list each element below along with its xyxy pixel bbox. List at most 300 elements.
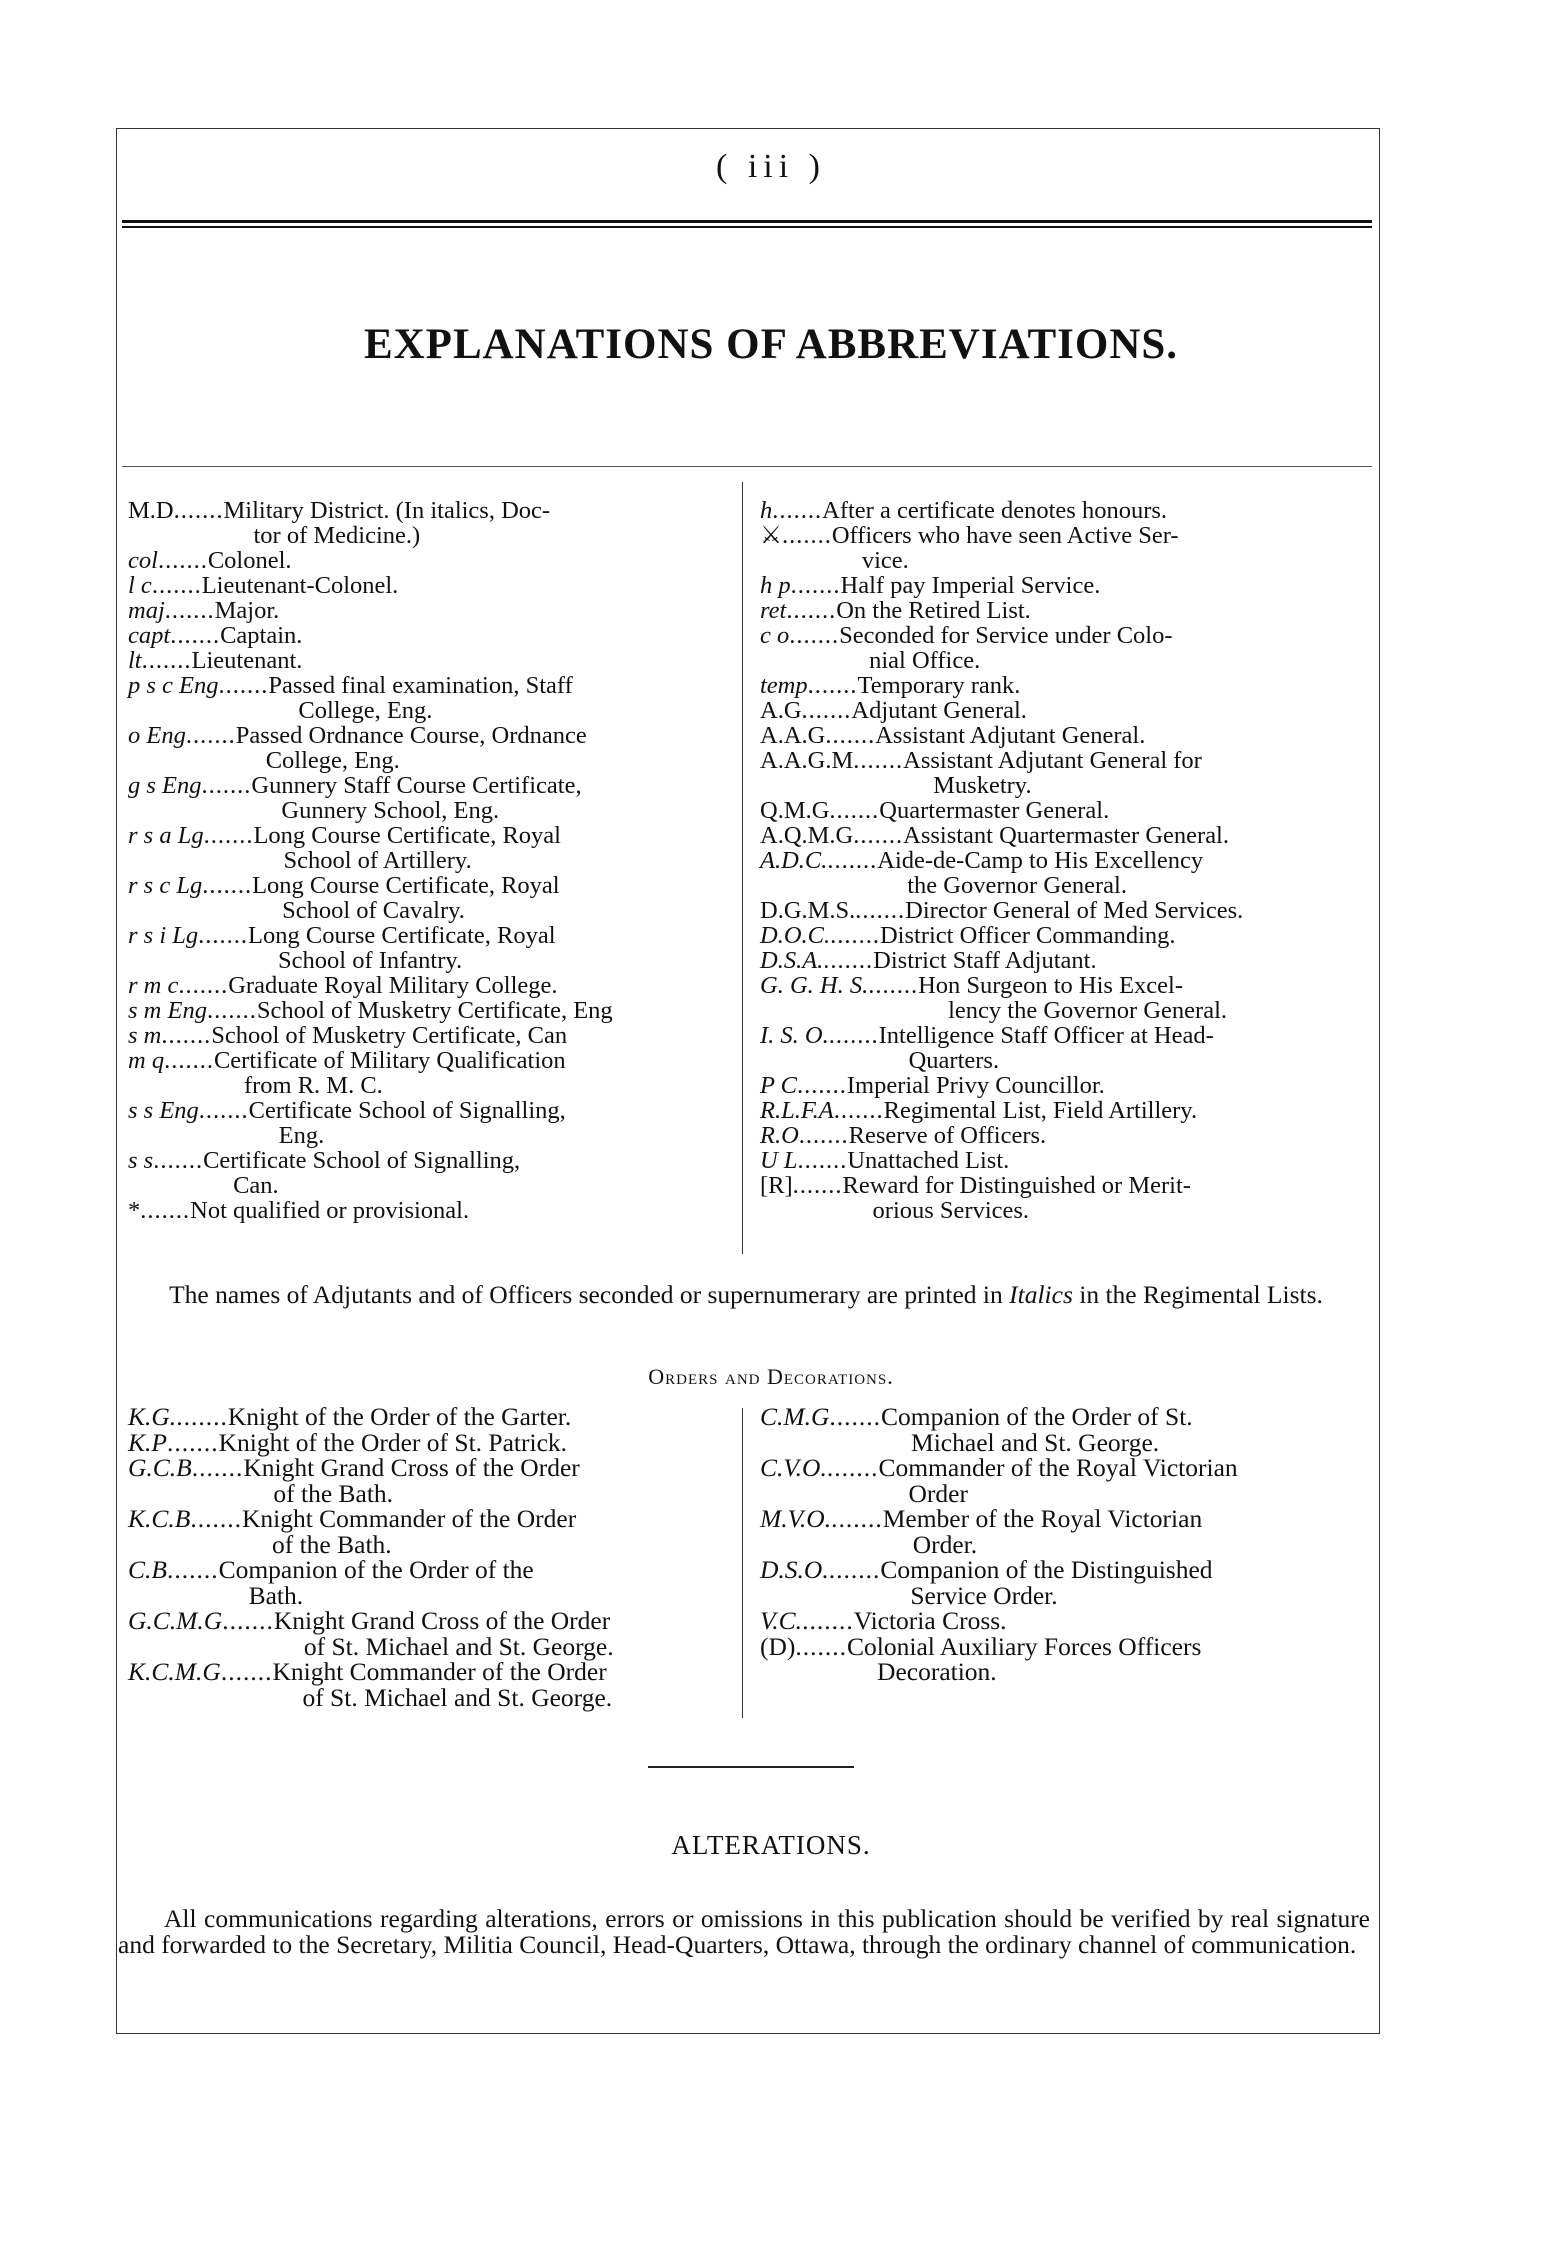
abbreviation-term: r s i Lg	[128, 922, 199, 949]
abbreviation-term: s s	[128, 1147, 154, 1174]
abbreviation-entry	[760, 523, 1372, 573]
abbreviation-term: K.P	[128, 1427, 167, 1457]
abbreviation-term: r s c Lg	[128, 872, 203, 899]
leader-dots: .......	[830, 922, 880, 949]
abbreviation-entry	[760, 673, 1372, 698]
abbreviation-definition	[884, 1098, 1372, 1123]
abbreviation-term: *	[128, 1197, 141, 1224]
abbreviation-term: D.G.M.S.	[760, 897, 856, 924]
leader-dots: .......	[828, 1555, 881, 1584]
abbreviation-entry	[760, 1173, 1372, 1223]
abbreviation-term: M.D	[128, 497, 174, 524]
abbreviation-definition	[903, 823, 1372, 848]
abbreviation-definition	[832, 523, 1372, 573]
orders-column-divider	[742, 1408, 743, 1718]
definition-text: Lieutenant.	[191, 647, 303, 674]
abbreviation-entry	[760, 1148, 1372, 1173]
leader-dots: .......	[198, 1097, 249, 1124]
definition-continuation: Eng.	[278, 1122, 325, 1149]
definition-text: Aide-de-Camp to His Excellency	[877, 847, 1204, 874]
abbreviation-entry	[760, 798, 1372, 823]
definition-continuation: Michael and St. George.	[911, 1427, 1160, 1457]
leader-dots: .......	[190, 1504, 242, 1533]
abbreviation-entry	[128, 623, 734, 648]
abbreviation-definition	[248, 923, 734, 973]
leader-dots: .......	[831, 1504, 883, 1533]
abbreviation-term: G.C.B	[128, 1453, 192, 1482]
abbreviation-definition	[847, 1631, 1372, 1686]
abbreviation-definition	[208, 548, 734, 573]
abbreviation-term: s m	[128, 1022, 162, 1049]
definition-text: Temporary rank.	[857, 672, 1021, 699]
abbreviation-entry	[760, 573, 1372, 598]
abbreviation-term: m q	[128, 1047, 165, 1074]
definition-text: Gunnery Staff Course Certificate,	[251, 772, 582, 799]
definition-continuation: the Governor General.	[907, 872, 1127, 899]
abbreviation-definition	[243, 1455, 734, 1506]
abbreviation-term: U L	[760, 1147, 798, 1174]
abbreviation-definition	[839, 623, 1372, 673]
orders-right-column	[760, 1404, 1372, 1685]
abbreviation-definition	[883, 1506, 1372, 1557]
definition-continuation: lency the Governor General.	[948, 997, 1227, 1024]
abbreviation-term: s s Eng	[128, 1097, 199, 1124]
leader-dots: .......	[795, 1631, 848, 1661]
definition-text: Passed final examination, Staff	[268, 672, 573, 699]
note-text-before: The names of Adjutants and of Officers seconded or supernumerary are printed in	[169, 1280, 1010, 1309]
abbreviation-term: D.O.C.	[760, 922, 831, 949]
leader-dots: .......	[798, 1122, 849, 1149]
abbreviation-term: A.G	[760, 697, 802, 724]
abbreviation-term: h p	[760, 572, 791, 599]
leader-dots: .......	[792, 1172, 843, 1199]
definition-text: Knight Commander of the Order	[272, 1657, 607, 1686]
abbreviation-entry	[128, 1427, 734, 1457]
abbreviation-entry	[128, 598, 734, 623]
definition-continuation: Quarters.	[908, 1047, 1000, 1074]
definition-text: School of Musketry Certificate, Eng	[256, 997, 613, 1024]
abbreviation-entry	[128, 573, 734, 598]
leader-dots: .......	[157, 547, 208, 574]
definition-text: District Staff Adjutant.	[873, 947, 1097, 974]
definition-text: Intelligence Staff Officer at Head-	[878, 1022, 1214, 1049]
abbreviation-entry	[128, 1404, 734, 1430]
definition-continuation: Order.	[912, 1529, 978, 1559]
abbreviation-term: maj	[128, 597, 165, 624]
definition-text: Reserve of Officers.	[848, 1122, 1047, 1149]
leader-dots: .......	[185, 722, 236, 749]
leader-dots: .......	[141, 647, 192, 674]
leader-dots: .......	[191, 1453, 244, 1482]
abbreviations-left-column	[128, 498, 734, 1223]
definition-text: Passed Ordnance Course, Ordnance	[235, 722, 587, 749]
abbreviation-entry	[760, 923, 1372, 948]
leader-dots: .......	[826, 1453, 879, 1482]
leader-dots: .......	[176, 1402, 228, 1431]
leader-dots: .......	[868, 972, 919, 999]
abbreviation-entry	[760, 1404, 1372, 1455]
leader-dots: .......	[166, 1555, 219, 1584]
abbreviation-term: o Eng	[128, 722, 186, 749]
abbreviation-term: M.V.O.	[760, 1504, 832, 1533]
abbreviation-term: (D)	[760, 1631, 796, 1661]
definition-text: Regimental List, Field Artillery.	[883, 1097, 1198, 1124]
definition-continuation: nial Office.	[869, 647, 981, 674]
definition-text: On the Retired List.	[836, 597, 1031, 624]
orders-left-column	[128, 1404, 734, 1710]
definition-continuation: of St. Michael and St. George.	[302, 1682, 613, 1712]
abbreviation-term: C.V.O.	[760, 1453, 827, 1482]
definition-continuation: Decoration.	[877, 1657, 997, 1686]
leader-dots: .......	[853, 822, 904, 849]
abbreviation-term: col	[128, 547, 158, 574]
leader-dots: .......	[140, 1197, 191, 1224]
definition-text: Knight of the Order of the Garter.	[227, 1402, 572, 1431]
leader-dots: .......	[801, 697, 852, 724]
definition-continuation: College, Eng.	[298, 697, 433, 724]
abbreviation-entry	[128, 773, 734, 823]
abbreviation-entry	[128, 1198, 734, 1223]
definition-text: Lieutenant-Colonel.	[201, 572, 399, 599]
page-number: ( iii )	[716, 148, 826, 185]
definition-continuation: College, Eng.	[265, 747, 400, 774]
abbreviation-term: D.S.O.	[760, 1555, 829, 1584]
definition-text: Certificate School of Signalling,	[203, 1147, 521, 1174]
abbreviation-entry	[760, 698, 1372, 723]
abbreviation-definition	[219, 1557, 734, 1608]
abbreviation-definition	[236, 723, 734, 773]
abbreviation-entry	[128, 1148, 734, 1198]
abbreviation-term: G. G. H. S.	[760, 972, 869, 999]
leader-dots: .......	[807, 672, 858, 699]
abbreviation-entry	[760, 723, 1372, 748]
definition-text: Companion of the Order of the	[218, 1555, 534, 1584]
abbreviation-term: ret	[760, 597, 787, 624]
definition-text: Adjutant General.	[851, 697, 1027, 724]
definition-text: Officers who have seen Active Ser-	[831, 522, 1179, 549]
abbreviation-entry	[128, 1023, 734, 1048]
definition-text: Colonel.	[207, 547, 292, 574]
definition-text: Assistant Adjutant General for	[903, 747, 1202, 774]
abbreviation-definition	[228, 1404, 734, 1430]
abbreviation-entry	[760, 1631, 1372, 1686]
abbreviation-entry	[760, 898, 1372, 923]
abbreviation-entry	[128, 873, 734, 923]
leader-dots: .......	[153, 1147, 204, 1174]
abbreviation-definition	[854, 1608, 1372, 1634]
abbreviation-definition	[905, 898, 1372, 923]
abbreviation-entry	[760, 1608, 1372, 1634]
abbreviation-term: s m Eng	[128, 997, 207, 1024]
alterations-heading: ALTERATIONS.	[671, 1830, 871, 1860]
definition-text: Knight Commander of the Order	[241, 1504, 577, 1533]
abbreviation-definition	[252, 873, 734, 923]
definition-text: District Officer Commanding.	[879, 922, 1176, 949]
abbreviation-definition	[877, 848, 1372, 898]
abbreviation-term: K.C.B	[128, 1504, 191, 1533]
leader-dots: .......	[772, 497, 823, 524]
definition-continuation: School of Cavalry.	[282, 897, 465, 924]
note-italic-word: Italics	[1009, 1280, 1073, 1309]
column-divider	[742, 482, 743, 1254]
abbreviation-definition	[253, 823, 734, 873]
abbreviation-entry	[128, 648, 734, 673]
abbreviation-entry	[760, 973, 1372, 1023]
leader-dots: .......	[164, 1047, 214, 1074]
definition-text: Certificate School of Signalling,	[248, 1097, 566, 1124]
abbreviation-entry	[128, 498, 734, 548]
abbreviation-definition	[203, 1148, 734, 1198]
abbreviation-definition	[223, 498, 734, 548]
abbreviation-entry	[760, 623, 1372, 673]
leader-dots: .......	[825, 722, 876, 749]
abbreviation-term: temp	[760, 672, 808, 699]
abbreviation-term: A.Q.M.G	[760, 822, 854, 849]
leader-dots: .......	[855, 897, 906, 924]
abbreviation-entry	[760, 1557, 1372, 1608]
abbreviation-term: R.L.F.A	[760, 1097, 834, 1124]
leader-dots: .......	[823, 947, 874, 974]
abbreviation-entry	[128, 1659, 734, 1710]
abbreviation-term: Q.M.G	[760, 797, 830, 824]
abbreviation-definition	[903, 748, 1372, 798]
definition-text: Commander of the Royal Victorian	[878, 1453, 1238, 1482]
leader-dots: .......	[173, 497, 224, 524]
abbreviation-definition	[211, 1023, 734, 1048]
abbreviation-definition	[841, 573, 1373, 598]
abbreviation-entry	[760, 1073, 1372, 1098]
abbreviation-definition	[879, 1023, 1372, 1073]
definition-continuation: School of Infantry.	[278, 947, 463, 974]
abbreviation-entry	[760, 948, 1372, 973]
abbreviation-entry	[760, 1098, 1372, 1123]
italics-note	[128, 1282, 1364, 1308]
abbreviation-entry	[760, 1023, 1372, 1073]
definition-text: Captain.	[220, 622, 303, 649]
definition-text: Long Course Certificate, Royal	[248, 922, 556, 949]
definition-text: Knight Grand Cross of the Order	[273, 1606, 611, 1635]
abbreviation-term: P C	[760, 1072, 797, 1099]
leader-dots: .......	[161, 1022, 212, 1049]
abbreviation-definition	[880, 923, 1372, 948]
alterations-text: All communications regarding alterations, errors or omissions in this publication should be verified by real signature and forwarded to the Secretary, Militia Council, Head-Quarters, Ottawa, through the ordinary channel of communication.	[118, 1904, 1370, 1959]
abbreviation-definition	[249, 1098, 734, 1148]
abbreviation-term: lt	[128, 647, 142, 674]
definition-continuation: vice.	[861, 547, 909, 574]
definition-continuation: Order	[908, 1478, 968, 1508]
leader-dots: .......	[178, 972, 229, 999]
short-divider-rule	[648, 1766, 854, 1768]
definition-text: Graduate Royal Military College.	[228, 972, 558, 999]
abbreviations-right-column	[760, 498, 1372, 1223]
definition-text: Certificate of Military Qualification	[213, 1047, 566, 1074]
definition-text: Victoria Cross.	[853, 1606, 1007, 1635]
abbreviation-term: ⚔	[760, 522, 782, 549]
abbreviation-entry	[128, 998, 734, 1023]
abbreviation-definition	[847, 1073, 1372, 1098]
definition-text: Major.	[214, 597, 280, 624]
definition-continuation: orious Services.	[872, 1197, 1030, 1224]
definition-continuation: Gunnery School, Eng.	[281, 797, 500, 824]
definition-text: Reward for Distinguished or Merit-	[842, 1172, 1191, 1199]
definition-text: Military District. (In italics, Doc-	[223, 497, 551, 524]
leader-dots: .......	[220, 1657, 273, 1686]
abbreviation-definition	[251, 773, 734, 823]
leader-dots: .......	[164, 597, 215, 624]
definition-text: Assistant Adjutant General.	[875, 722, 1146, 749]
abbreviation-definition	[873, 948, 1372, 973]
orders-heading: Orders and Decorations.	[648, 1364, 894, 1389]
abbreviation-entry	[128, 1506, 734, 1557]
leader-dots: .......	[203, 822, 254, 849]
abbreviation-definition	[268, 673, 734, 723]
abbreviation-entry	[760, 1455, 1372, 1506]
abbreviation-term: r m c	[128, 972, 179, 999]
leader-dots: .......	[170, 622, 221, 649]
abbreviation-definition	[880, 1557, 1372, 1608]
definition-text: Companion of the Order of St.	[881, 1402, 1193, 1431]
abbreviation-term: I. S. O.	[760, 1022, 829, 1049]
abbreviation-entry	[128, 1455, 734, 1506]
abbreviation-definition	[851, 698, 1372, 723]
abbreviation-term: K.G.	[128, 1402, 177, 1431]
leader-dots: .......	[833, 1097, 884, 1124]
abbreviation-entry	[128, 1098, 734, 1148]
definition-text: Unattached List.	[847, 1147, 1010, 1174]
definition-text: Director General of Med Services.	[905, 897, 1244, 924]
page-title: EXPLANATIONS OF ABBREVIATIONS.	[363, 321, 1179, 368]
abbreviation-entry	[128, 1557, 734, 1608]
definition-text: Colonial Auxiliary Forces Officers	[847, 1631, 1202, 1661]
abbreviation-definition	[918, 973, 1372, 1023]
definition-text: Long Course Certificate, Royal	[252, 872, 560, 899]
leader-dots: .......	[853, 747, 904, 774]
definition-text: Long Course Certificate, Royal	[253, 822, 561, 849]
definition-continuation: Can.	[233, 1172, 279, 1199]
abbreviation-definition	[192, 648, 735, 673]
abbreviation-definition	[881, 1404, 1372, 1455]
leader-dots: .......	[202, 872, 253, 899]
abbreviation-term: C.B	[128, 1555, 167, 1584]
abbreviation-definition	[847, 1148, 1372, 1173]
abbreviation-term: r s a Lg	[128, 822, 204, 849]
abbreviation-definition	[875, 723, 1372, 748]
leader-dots: .......	[781, 522, 832, 549]
definition-continuation: School of Artillery.	[283, 847, 472, 874]
leader-dots: .......	[829, 1402, 882, 1431]
abbreviation-entry	[760, 823, 1372, 848]
abbreviation-definition	[822, 498, 1372, 523]
abbreviation-term: p s c Eng	[128, 672, 219, 699]
definition-text: Quartermaster General.	[879, 797, 1110, 824]
abbreviation-entry	[128, 1608, 734, 1659]
leader-dots: .......	[218, 672, 269, 699]
abbreviation-entry	[760, 848, 1372, 898]
definition-continuation: of the Bath.	[273, 1478, 394, 1508]
definition-text: Not qualified or provisional.	[190, 1197, 470, 1224]
definition-text: Imperial Privy Councillor.	[846, 1072, 1105, 1099]
abbreviation-term: l c	[128, 572, 152, 599]
leader-dots: .......	[828, 1022, 879, 1049]
abbreviation-definition	[257, 998, 734, 1023]
definition-continuation: Bath.	[248, 1580, 304, 1610]
abbreviation-entry	[128, 723, 734, 773]
abbreviation-entry	[128, 823, 734, 873]
definition-text: Half pay Imperial Service.	[840, 572, 1101, 599]
leader-dots: .......	[206, 997, 257, 1024]
header-rule	[122, 220, 1372, 228]
abbreviation-definition	[879, 798, 1372, 823]
abbreviation-entry	[760, 598, 1372, 623]
abbreviation-term: g s Eng	[128, 772, 202, 799]
definition-text: Hon Surgeon to His Excel-	[918, 972, 1184, 999]
abbreviation-definition	[858, 673, 1373, 698]
abbreviation-entry	[760, 1123, 1372, 1148]
abbreviation-entry	[128, 673, 734, 723]
abbreviation-definition	[218, 1427, 734, 1457]
leader-dots: .......	[201, 772, 252, 799]
abbreviation-definition	[190, 1198, 734, 1223]
leader-dots: .......	[797, 1147, 848, 1174]
leader-dots: .......	[198, 922, 249, 949]
leader-dots: .......	[802, 1606, 854, 1635]
abbreviation-term: D.S.A.	[760, 947, 824, 974]
abbreviation-definition	[220, 623, 734, 648]
abbreviation-definition	[214, 1048, 734, 1098]
leader-dots: .......	[786, 597, 837, 624]
definition-text: Knight Grand Cross of the Order	[243, 1453, 580, 1482]
abbreviation-entry	[760, 498, 1372, 523]
definition-continuation: of the Bath.	[271, 1529, 392, 1559]
leader-dots: .......	[790, 572, 841, 599]
definition-text: School of Musketry Certificate, Can	[211, 1022, 568, 1049]
definition-continuation: from R. M. C.	[243, 1072, 383, 1099]
definition-text: Assistant Quartermaster General.	[903, 822, 1229, 849]
abbreviation-definition	[836, 598, 1372, 623]
definition-continuation: tor of Medicine.)	[253, 522, 421, 549]
abbreviation-term: h	[760, 497, 773, 524]
definition-text: Knight of the Order of St. Patrick.	[218, 1427, 568, 1457]
abbreviation-definition	[878, 1455, 1372, 1506]
abbreviation-definition	[272, 1659, 734, 1710]
leader-dots: .......	[166, 1427, 219, 1457]
leader-dots: .......	[222, 1606, 274, 1635]
abbreviation-entry	[128, 1048, 734, 1098]
leader-dots: .......	[829, 797, 880, 824]
leader-dots: .......	[151, 572, 202, 599]
definition-text: Companion of the Distinguished	[880, 1555, 1213, 1584]
definition-text: Seconded for Service under Colo-	[839, 622, 1173, 649]
definition-continuation: of St. Michael and St. George.	[303, 1631, 614, 1661]
abbreviation-term: A.A.G.M	[760, 747, 854, 774]
abbreviation-term: G.C.M.G	[128, 1606, 223, 1635]
abbreviation-entry	[128, 923, 734, 973]
abbreviation-term: c o	[760, 622, 790, 649]
definition-continuation: Service Order.	[910, 1580, 1058, 1610]
abbreviation-term: V.C.	[760, 1606, 803, 1635]
abbreviation-term: capt	[128, 622, 171, 649]
definition-text: Member of the Royal Victorian	[882, 1504, 1203, 1533]
abbreviation-definition	[849, 1123, 1372, 1148]
abbreviation-definition	[274, 1608, 734, 1659]
note-text-after: in the Regimental Lists.	[1072, 1280, 1323, 1309]
abbreviation-term: C.M.G	[760, 1402, 830, 1431]
abbreviation-entry	[760, 1506, 1372, 1557]
abbreviation-definition	[843, 1173, 1372, 1223]
abbreviation-term: [R]	[760, 1172, 793, 1199]
abbreviation-definition	[242, 1506, 734, 1557]
abbreviation-definition	[228, 973, 734, 998]
